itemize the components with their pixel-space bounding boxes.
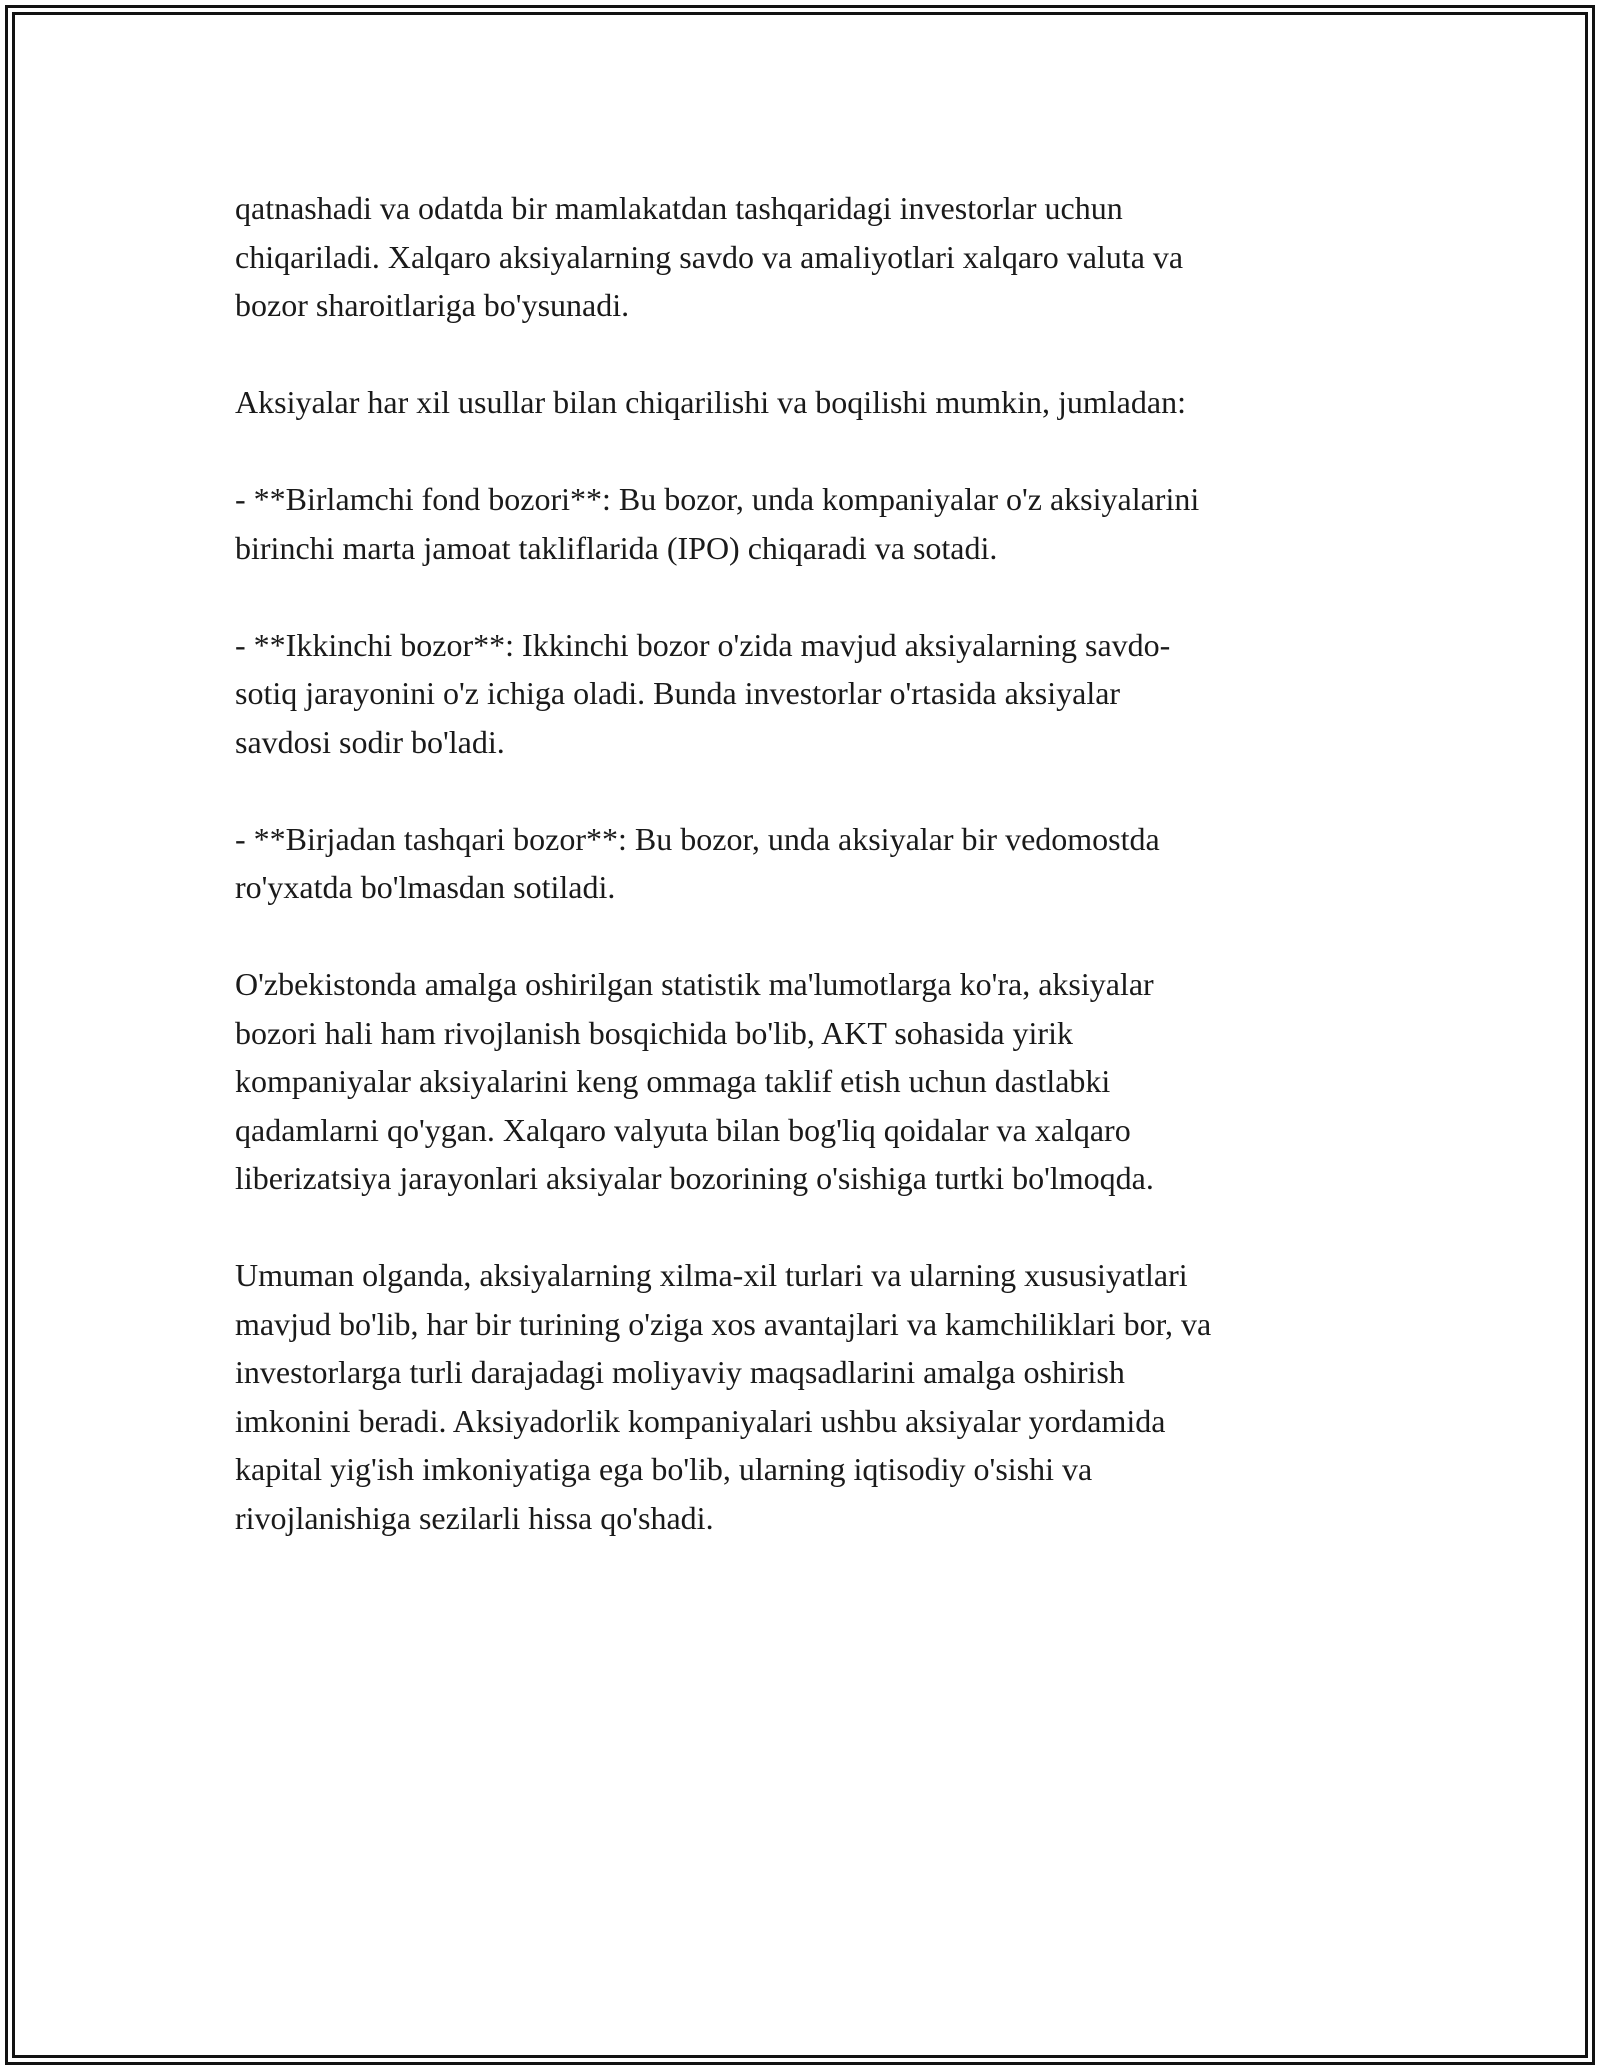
text-line: kompaniyalar aksiyalarini keng ommaga taklif etish uchun dastlabki — [235, 1063, 1111, 1099]
text-line: bozor sharoitlariga bo'ysunadi. — [235, 287, 630, 323]
paragraph-4 — [235, 621, 1375, 767]
text-line: bozori hali ham rivojlanish bosqichida bo'lib, AKT sohasida yirik — [235, 1014, 1073, 1051]
text-line: mavjud bo'lib, har bir turining o'ziga xos avantajlari va kamchiliklari bor, va — [235, 1305, 1212, 1342]
text-line: Umuman olganda, aksiyalarning xilma-xil turlari va ularning xususiyatlari — [235, 1257, 1188, 1293]
text-line: investorlarga turli darajadagi moliyaviy maqsadlarini amalga oshirish — [235, 1354, 1125, 1390]
text-line: imkonini beradi. Aksiyadorlik kompaniyalari ushbu aksiyalar yordamida — [235, 1402, 1166, 1439]
text-line: chiqariladi. Xalqaro aksiyalarning savdo va amaliyotlari xalqaro valuta va — [235, 238, 1184, 275]
text-line: - **Ikkinchi bozor**: Ikkinchi bozor o'zida mavjud aksiyalarning savdo- — [235, 626, 1171, 663]
text-line: rivojlanishiga sezilarli hissa qo'shadi. — [235, 1499, 714, 1536]
text-line: ro'yxatda bo'lmasdan sotiladi. — [235, 869, 616, 905]
text-line: O'zbekistonda amalga oshirilgan statistik ma'lumotlarga ko'ra, aksiyalar — [235, 966, 1154, 1002]
text-line: liberizatsiya jarayonlari aksiyalar bozorining o'sishiga turtki bo'lmoqda. — [235, 1160, 1154, 1196]
text-line: sotiq jarayonini o'z ichiga oladi. Bunda investorlar o'rtasida aksiyalar — [235, 675, 1121, 711]
text-line: qadamlarni qo'ygan. Xalqaro valyuta bilan bog'liq qoidalar va xalqaro — [235, 1111, 1131, 1148]
text-line: birinchi marta jamoat takliflarida (IPO) chiqaradi va sotadi. — [235, 529, 998, 566]
text-line: kapital yig'ish imkoniyatiga ega bo'lib, ularning iqtisodiy o'sishi va — [235, 1451, 1093, 1487]
text-line: Aksiyalar har xil usullar bilan chiqarilishi va boqilishi mumkin, jumladan: — [235, 384, 1186, 420]
document-body — [235, 184, 1375, 1591]
paragraph-3 — [235, 475, 1375, 572]
paragraph-2 — [235, 378, 1375, 427]
paragraph-7 — [235, 1251, 1375, 1542]
paragraph-6 — [235, 960, 1375, 1203]
text-line: qatnashadi va odatda bir mamlakatdan tashqaridagi investorlar uchun — [235, 190, 1123, 226]
text-line: - **Birlamchi fond bozori**: Bu bozor, unda kompaniyalar o'z aksiyalarini — [235, 481, 1200, 517]
paragraph-5 — [235, 815, 1375, 912]
text-line: - **Birjadan tashqari bozor**: Bu bozor, unda aksiyalar bir vedomostda — [235, 820, 1160, 857]
paragraph-1 — [235, 184, 1375, 330]
text-line: savdosi sodir bo'ladi. — [235, 723, 505, 760]
